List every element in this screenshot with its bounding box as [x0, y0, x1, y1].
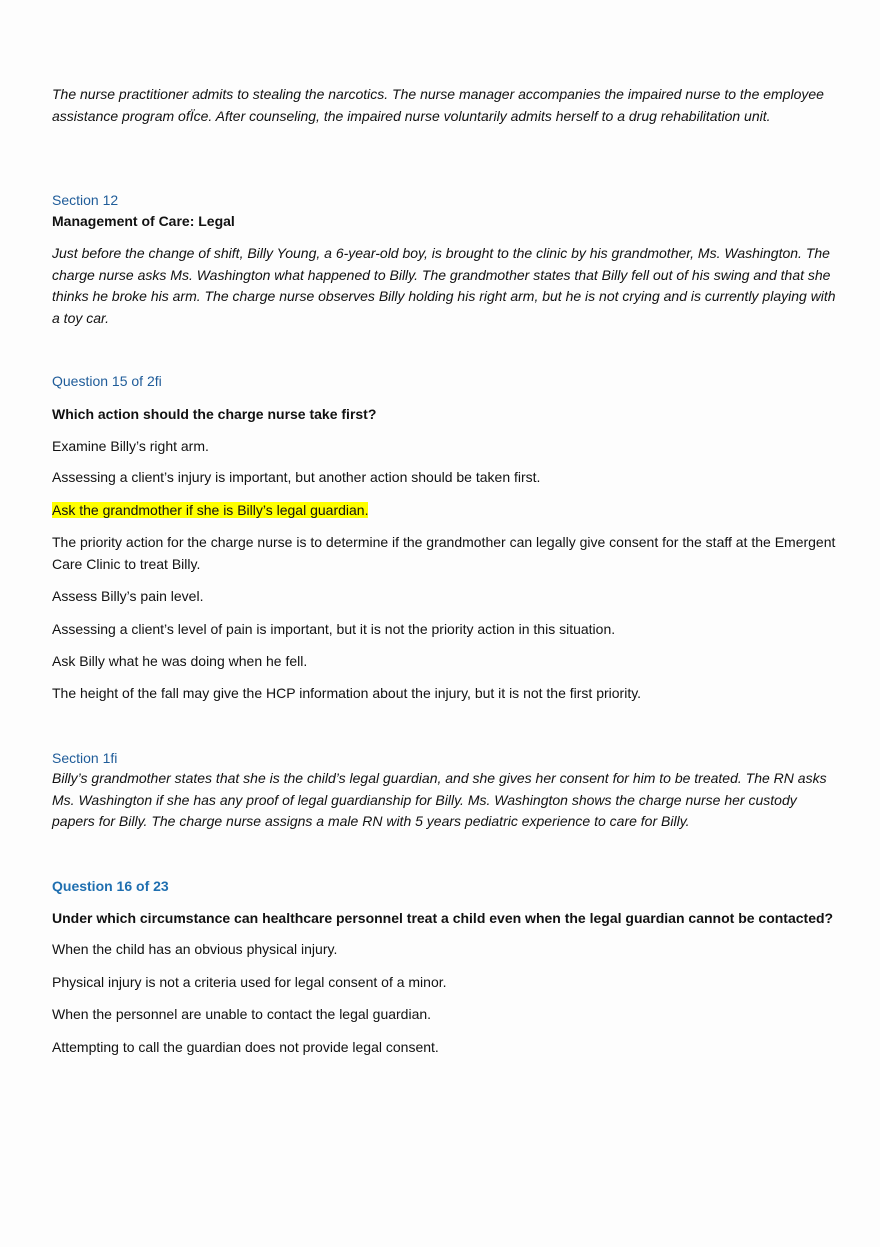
q16-option-2: When the personnel are unable to contact the legal guardian. — [52, 1006, 432, 1022]
q15-option-2-correct — [52, 500, 842, 522]
section-12-subtitle: Management of Care: Legal — [52, 213, 235, 229]
highlighted-answer: Ask the grandmother if she is Billy’s legal guardian. — [52, 502, 369, 518]
question-15-label: Question 15 of 2ﬁ — [52, 373, 162, 389]
q15-option-4: Ask Billy what he was doing when he fell. — [52, 653, 308, 669]
section-12-scenario: Just before the change of shift, Billy Young, a 6-year-old boy, is brought to the clinic by his grandmother, Ms. Washington. The charge nurse asks Ms. Washington what happened to Billy. The grandmother states that Billy fell out of his swing and that she thinks he broke his arm. The charge nurse observes Billy holding his right arm, but he is not crying and is currently playing with a toy car. — [52, 245, 836, 326]
q15-option-4-rationale: The height of the fall may give the HCP information about the injury, but it is not the first priority. — [52, 685, 642, 701]
section-12-label: Section 12 — [52, 192, 119, 208]
question-15-text: Which action should the charge nurse take first? — [52, 406, 377, 422]
q15-option-1-rationale: Assessing a client’s injury is important, but another action should be taken first. — [52, 469, 541, 485]
q16-option-1-rationale: Physical injury is not a criteria used for legal consent of a minor. — [52, 974, 447, 990]
intro-paragraph: The nurse practitioner admits to stealing the narcotics. The nurse manager accompanies the impaired nurse to the employee assistance program ofÏce. After counseling, the impaired nurse voluntarily admits herself to a drug rehabilitation unit. — [52, 86, 824, 124]
q15-option-1: Examine Billy’s right arm. — [52, 438, 209, 454]
section-13-scenario: Billy’s grandmother states that she is the child’s legal guardian, and she gives her consent for him to be treated. The RN asks Ms. Washington if she has any proof of legal guardianship for Billy. Ms. Washington shows the charge nurse her custody papers for Billy. The charge nurse assigns a male RN with 5 years pediatric experience to care for Billy. — [52, 770, 827, 829]
question-16-label: Question 16 of 23 — [52, 878, 169, 894]
q15-option-3: Assess Billy’s pain level. — [52, 588, 204, 604]
section-13-label: Section 1ﬁ — [52, 750, 118, 766]
q15-option-2-rationale: The priority action for the charge nurse is to determine if the grandmother can legally give consent for the staff at the Emergent Care Clinic to treat Billy. — [52, 534, 836, 572]
q16-option-2-rationale: Attempting to call the guardian does not provide legal consent. — [52, 1039, 439, 1055]
question-16-text: Under which circumstance can healthcare personnel treat a child even when the legal guardian cannot be contacted? — [52, 910, 834, 926]
q16-option-1: When the child has an obvious physical injury. — [52, 941, 338, 957]
q15-option-3-rationale: Assessing a client’s level of pain is important, but it is not the priority action in this situation. — [52, 621, 616, 637]
